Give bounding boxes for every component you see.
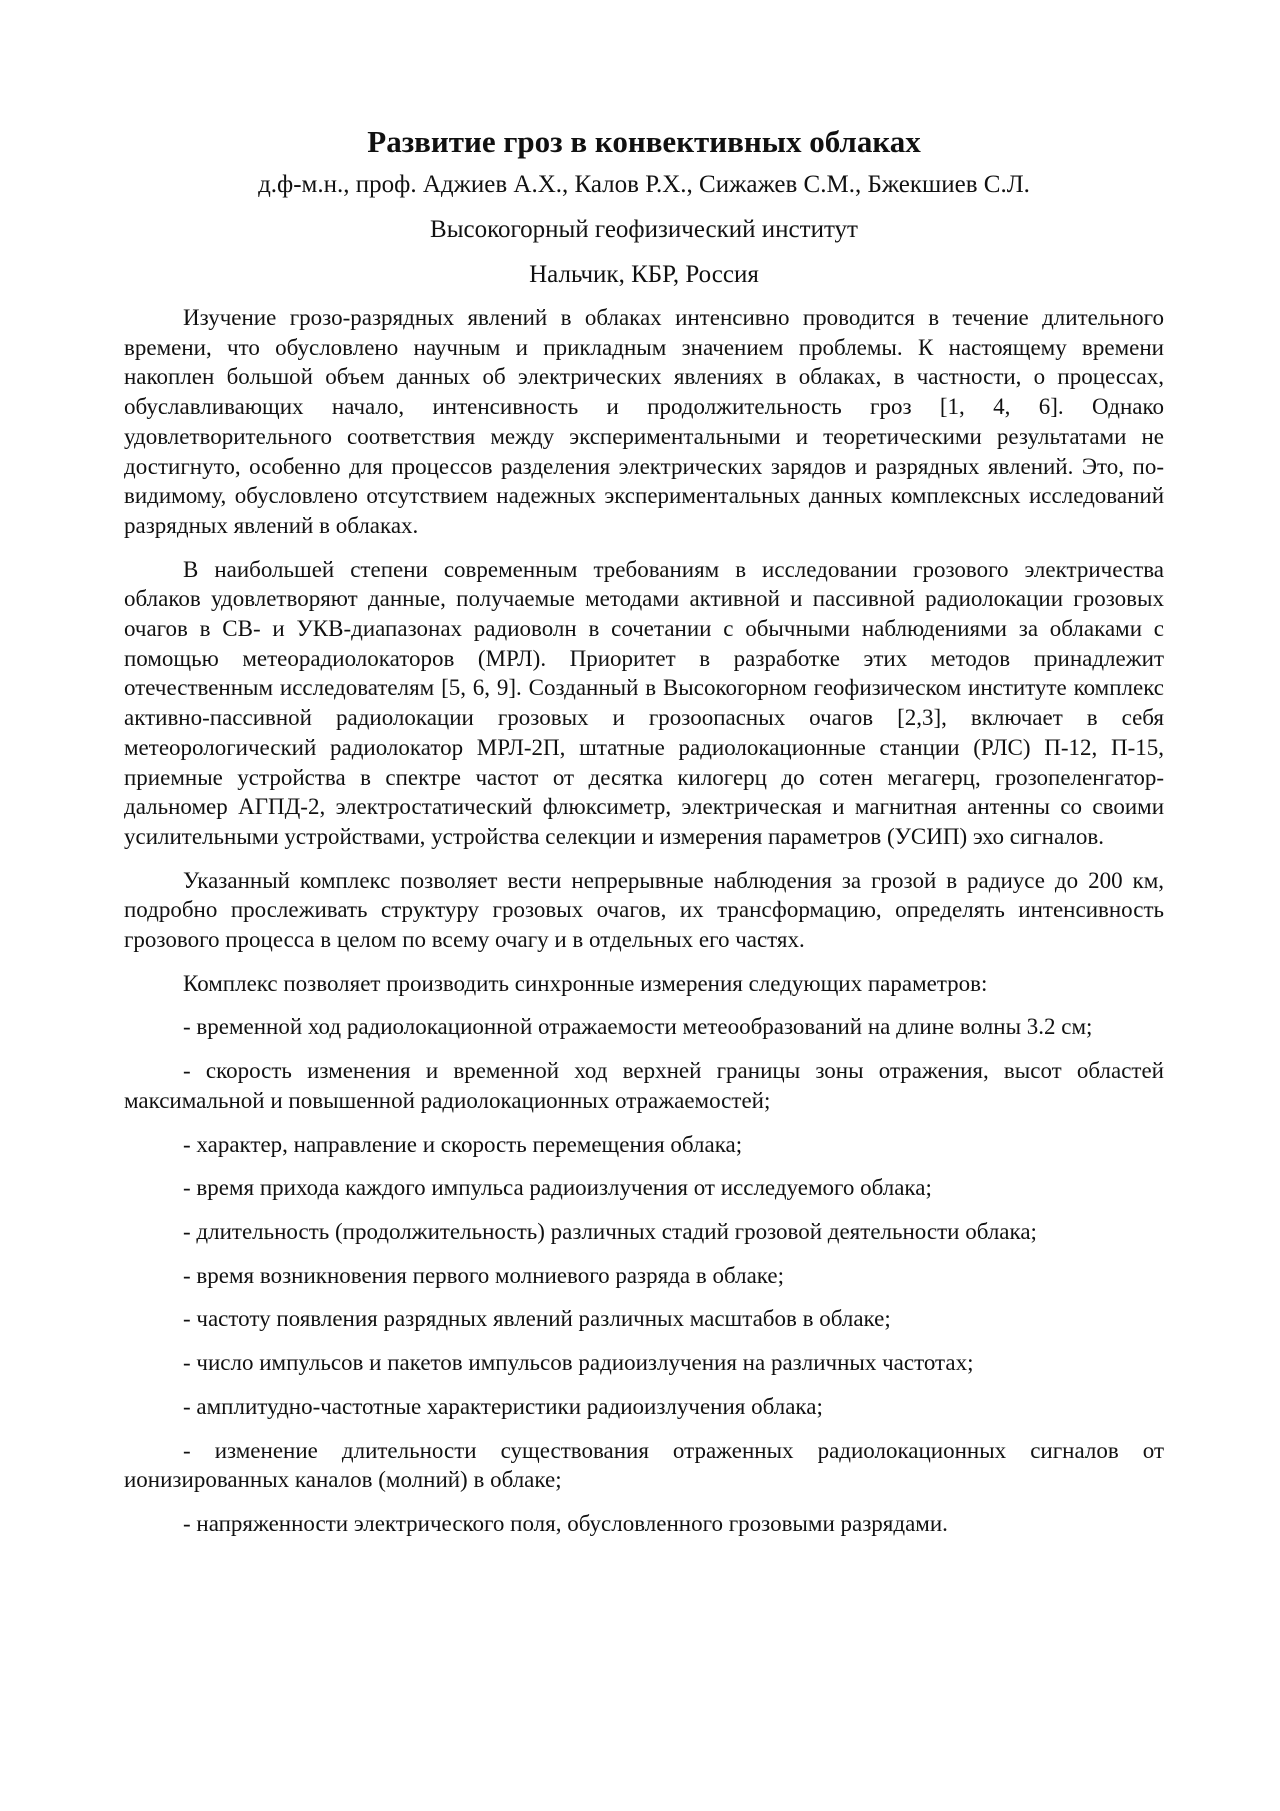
body-paragraph-3: Указанный комплекс позволяет вести непрерывные наблюдения за грозой в радиусе до 200 км, подробно прослеживать структуру грозовых очагов, их трансформацию, определять интенсивность грозового процесса в целом по всему очагу и в отдельных его частях.	[124, 867, 1164, 953]
document-page	[124, 122, 1164, 1553]
parameter-list-item: - частоту появления разрядных явлений различных масштабов в облаке;	[183, 1306, 891, 1332]
parameter-list-item: - временной ход радиолокационной отражаемости метеообразований на длине волны 3.2 см;	[183, 1014, 1093, 1040]
parameter-list-item: - напряженности электрического поля, обусловленного грозовыми разрядами.	[183, 1510, 948, 1536]
institute-line: Высокогорный геофизический институт	[430, 216, 858, 243]
body-paragraph-1: Изучение грозо-разрядных явлений в облаках интенсивно проводится в течение длительного времени, что обусловлено научным и прикладным значением проблемы. К настоящему времени накоплен большой объем данных об электрических явлениях в облаках, в частности, о процессах, обуславливающих начало, интенсивность и продолжительность гроз [1, 4, 6]. Однако удовлетворительного соответствия между экспериментальными и теоретическими результатами не достигнуто, особенно для процессов разделения электрических зарядов и разрядных явлений. Это, по-видимому, обусловлено отсутствием надежных экспериментальных данных комплексных исследований разрядных явлений в облаках.	[124, 305, 1164, 538]
parameter-list-item: - время прихода каждого импульса радиоизлучения от исследуемого облака;	[183, 1175, 932, 1201]
parameter-list-item: - характер, направление и скорость перемещения облака;	[183, 1131, 743, 1157]
parameter-list-item: - амплитудно-частотные характеристики радиоизлучения облака;	[183, 1393, 823, 1419]
body-paragraph-4: Комплекс позволяет производить синхронные измерения следующих параметров:	[183, 970, 988, 996]
parameter-list-item: - число импульсов и пакетов импульсов радиоизлучения на различных частотах;	[183, 1350, 974, 1376]
parameter-list-item: - время возникновения первого молниевого разряда в облаке;	[183, 1262, 784, 1288]
parameter-list-item: - длительность (продолжительность) различных стадий грозовой деятельности облака;	[183, 1218, 1037, 1244]
parameter-list-item: - изменение длительности существования отраженных радиолокационных сигналов от ионизированных каналов (молний) в облаке;	[124, 1437, 1164, 1493]
location-line: Нальчик, КБР, Россия	[529, 261, 759, 288]
authors-line: д.ф-м.н., проф. Аджиев А.Х., Калов Р.Х., Сижажев С.М., Бжекшиев С.Л.	[258, 171, 1030, 198]
paper-title: Развитие гроз в конвективных облаках	[367, 124, 921, 159]
body-paragraph-2: В наибольшей степени современным требованиям в исследовании грозового электричества облаков удовлетворяют данные, получаемые методами активной и пассивной радиолокации грозовых очагов в СВ- и УКВ-диапазонах радиоволн в сочетании с обычными наблюдениями за облаками с помощью метеорадиолокаторов (МРЛ). Приоритет в разработке этих методов принадлежит отечественным исследователям [5, 6, 9]. Созданный в Высокогорном геофизическом институте комплекс активно-пассивной радиолокации грозовых и грозоопасных очагов [2,3], включает в себя метеорологический радиолокатор МРЛ-2П, штатные радиолокационные станции (РЛС) П-12, П-15, приемные устройства в спектре частот от десятка килогерц до сотен мегагерц, грозопеленгатор-дальномер АГПД-2, электростатический флюксиметр, электрическая и магнитная антенны со своими усилительными устройствами, устройства селекции и измерения параметров (УСИП) эхо сигналов.	[124, 556, 1164, 849]
parameter-list-item: - скорость изменения и временной ход верхней границы зоны отражения, высот областей максимальной и повышенной радиолокационных отражаемостей;	[124, 1058, 1164, 1113]
